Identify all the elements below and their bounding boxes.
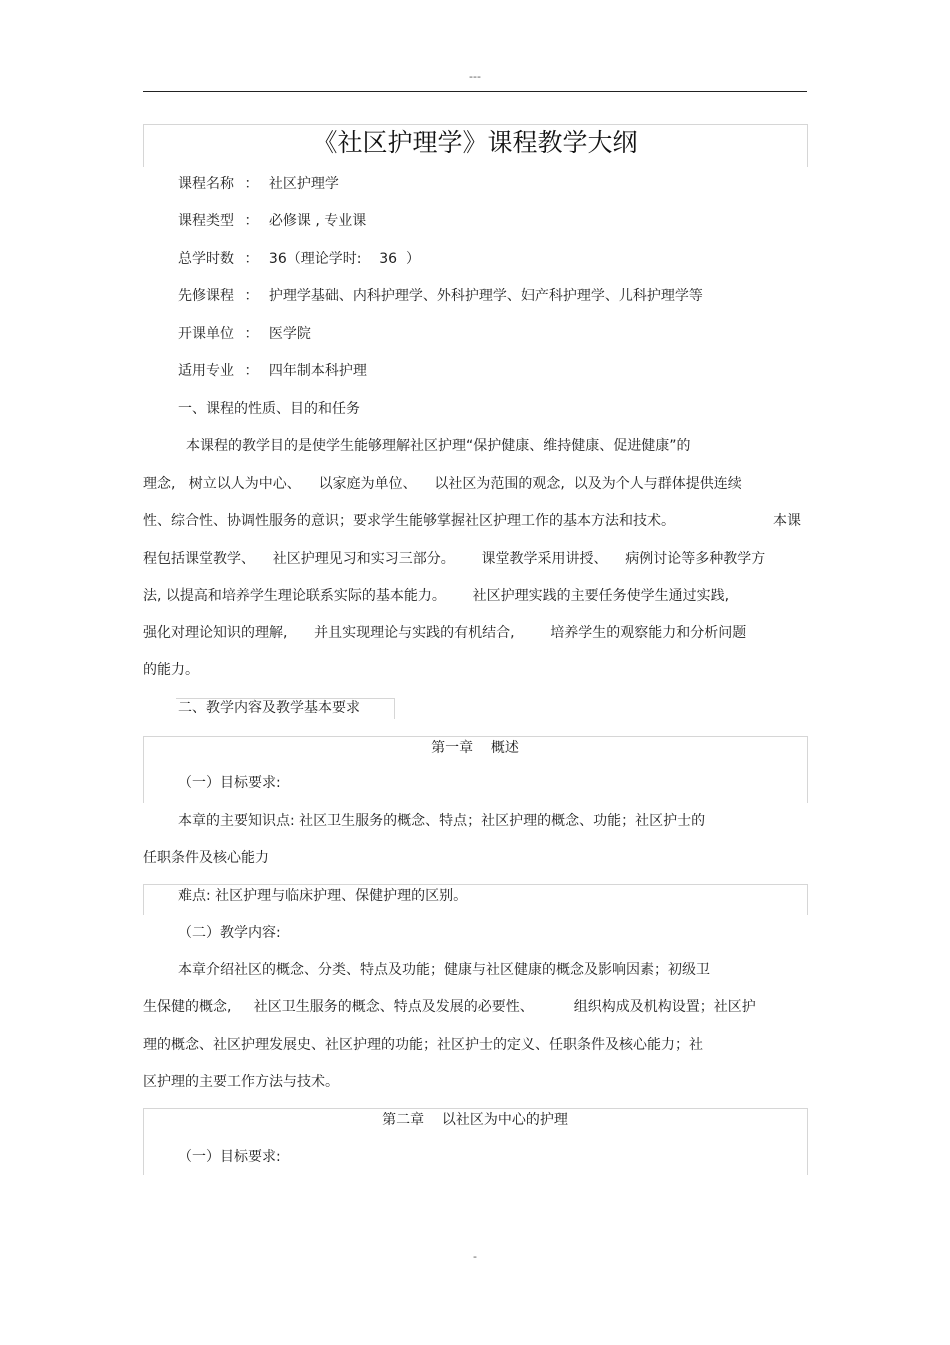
chapter1-content-line: 本章介绍社区的概念、分类、特点及功能；健康与社区健康的概念及影响因素；初级卫 xyxy=(178,962,710,978)
info-value: 36（理论学时: 36 ） xyxy=(268,251,420,267)
chapter2-goal-heading: （一）目标要求: xyxy=(178,1149,281,1165)
chapter1-content-line: 生保健的概念, 社区卫生服务的概念、特点及发展的必要性、 组织构成及机构设置；社区护 xyxy=(143,999,756,1015)
info-row-name xyxy=(178,174,339,194)
chapter1-key-line: 任职条件及核心能力 xyxy=(143,850,269,866)
info-sep: ： xyxy=(244,288,259,304)
paragraph-line: 本课程的教学目的是使学生能够理解社区护理“保护健康、维持健康、促进健康”的 xyxy=(186,438,691,454)
section2-heading: 二、教学内容及教学基本要求 xyxy=(178,700,360,716)
info-sep: ： xyxy=(244,363,259,379)
info-value: 医学院 xyxy=(268,326,311,342)
info-value: 必修课 , 专业课 xyxy=(268,213,367,229)
chapter1-title: 第一章 概述 xyxy=(431,740,519,756)
paragraph-line: 本课 xyxy=(773,513,801,529)
paragraph-line: 的能力。 xyxy=(143,662,199,678)
chapter1-content-line: 理的概念、社区护理发展史、社区护理的功能；社区护士的定义、任职条件及核心能力；社 xyxy=(143,1037,703,1053)
info-sep: ： xyxy=(244,251,259,267)
info-label: 先修课程 xyxy=(178,288,234,304)
paragraph-line: 程包括课堂教学、 社区护理见习和实习三部分。 课堂教学采用讲授、 病例讨论等多种教学方 xyxy=(143,551,766,567)
info-sep: ： xyxy=(244,326,259,342)
info-row-hours xyxy=(178,249,420,269)
info-row-major xyxy=(178,361,367,381)
info-label: 开课单位 xyxy=(178,326,234,342)
chapter1-content-heading: （二）教学内容: xyxy=(178,925,281,941)
chapter1-goal-heading: （一）目标要求: xyxy=(178,775,281,791)
header-rule xyxy=(143,91,807,92)
page-footer-mark: - xyxy=(473,1250,477,1263)
paragraph-line: 理念, 树立以人为中心、 以家庭为单位、 以社区为范围的观念, 以及为个人与群体提供连续 xyxy=(143,476,742,492)
page-header-mark: --- xyxy=(469,70,481,83)
info-row-unit xyxy=(178,324,311,344)
chapter1-content-line: 区护理的主要工作方法与技术。 xyxy=(143,1074,339,1090)
info-label: 适用专业 xyxy=(178,363,234,379)
document-title: 《社区护理学》课程教学大纲 xyxy=(312,128,638,157)
info-row-type xyxy=(178,211,366,231)
paragraph-line: 法, 以提高和培养学生理论联系实际的基本能力。 社区护理实践的主要任务使学生通过实践, xyxy=(143,588,730,604)
info-row-prereq xyxy=(178,286,703,306)
paragraph-line: 性、综合性、协调性服务的意识；要求学生能够掌握社区护理工作的基本方法和技术。 xyxy=(143,513,675,529)
info-label: 总学时数 xyxy=(178,251,234,267)
paragraph-line: 强化对理论知识的理解, 并且实现理论与实践的有机结合, 培养学生的观察能力和分析问题 xyxy=(143,625,747,641)
chapter1-key-line: 本章的主要知识点: 社区卫生服务的概念、特点；社区护理的概念、功能；社区护士的 xyxy=(178,813,706,829)
chapter1-difficulty: 难点: 社区护理与临床护理、保健护理的区别。 xyxy=(178,888,468,904)
section1-heading: 一、课程的性质、目的和任务 xyxy=(178,401,360,417)
info-sep: ： xyxy=(244,213,259,229)
info-value: 护理学基础、内科护理学、外科护理学、妇产科护理学、儿科护理学等 xyxy=(268,288,703,304)
info-value: 社区护理学 xyxy=(268,176,339,192)
info-sep: ： xyxy=(244,176,259,192)
info-label: 课程类型 xyxy=(178,213,234,229)
info-value: 四年制本科护理 xyxy=(268,363,367,379)
info-label: 课程名称 xyxy=(178,176,234,192)
chapter2-title: 第二章 以社区为中心的护理 xyxy=(382,1112,568,1128)
